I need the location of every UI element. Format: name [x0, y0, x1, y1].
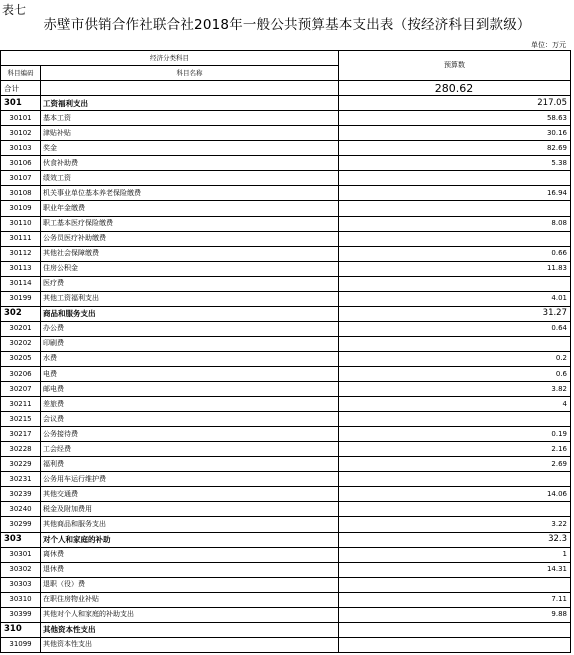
row-code: 30114	[1, 276, 41, 291]
table-row	[1, 442, 571, 457]
total-value: 280.62	[339, 81, 571, 96]
table-row	[1, 246, 571, 261]
row-name: 办公费	[41, 321, 339, 336]
row-code: 310	[1, 622, 41, 637]
row-value	[339, 622, 571, 637]
row-value: 4.01	[339, 291, 571, 306]
table-row	[1, 141, 571, 156]
row-value: 16.94	[339, 186, 571, 201]
row-name: 工资福利支出	[41, 96, 339, 111]
row-name: 绩效工资	[41, 171, 339, 186]
table-row	[1, 577, 571, 592]
total-name	[41, 81, 339, 96]
budget-table	[0, 50, 571, 653]
row-name: 在职住房物业补贴	[41, 592, 339, 607]
row-name: 退休费	[41, 562, 339, 577]
row-code: 30109	[1, 201, 41, 216]
row-value: 3.22	[339, 517, 571, 532]
row-name: 商品和服务支出	[41, 306, 339, 321]
row-code: 30303	[1, 577, 41, 592]
unit-label: 单位：万元	[531, 41, 566, 49]
row-code: 30239	[1, 487, 41, 502]
row-value: 58.63	[339, 111, 571, 126]
row-code: 302	[1, 306, 41, 321]
table-group-row	[1, 622, 571, 637]
table-row	[1, 517, 571, 532]
row-code: 30110	[1, 216, 41, 231]
row-value: 11.83	[339, 261, 571, 276]
table-row	[1, 592, 571, 607]
row-code: 30108	[1, 186, 41, 201]
row-name: 其他商品和服务支出	[41, 517, 339, 532]
table-tag: 表七	[2, 3, 27, 17]
row-code: 30301	[1, 547, 41, 562]
row-name: 工会经费	[41, 442, 339, 457]
header-econ-class: 经济分类科目	[1, 51, 339, 66]
row-code: 30103	[1, 141, 41, 156]
row-value: 0.19	[339, 427, 571, 442]
row-value: 9.88	[339, 607, 571, 622]
table-row	[1, 201, 571, 216]
row-code: 30302	[1, 562, 41, 577]
row-name: 奖金	[41, 141, 339, 156]
table-row	[1, 111, 571, 126]
row-name: 对个人和家庭的补助	[41, 532, 339, 547]
row-name: 印刷费	[41, 336, 339, 351]
row-value: 0.6	[339, 366, 571, 381]
row-code: 30205	[1, 351, 41, 366]
row-value: 7.11	[339, 592, 571, 607]
row-name: 其他对个人和家庭的补助支出	[41, 607, 339, 622]
row-name: 基本工资	[41, 111, 339, 126]
row-value	[339, 336, 571, 351]
table-row	[1, 457, 571, 472]
table-row	[1, 336, 571, 351]
table-row	[1, 547, 571, 562]
row-value: 8.08	[339, 216, 571, 231]
row-value: 5.38	[339, 156, 571, 171]
row-name: 机关事业单位基本养老保险缴费	[41, 186, 339, 201]
row-code: 30101	[1, 111, 41, 126]
row-value	[339, 577, 571, 592]
row-name: 住房公积金	[41, 261, 339, 276]
table-row	[1, 276, 571, 291]
row-value	[339, 472, 571, 487]
row-value: 14.31	[339, 562, 571, 577]
table-row	[1, 186, 571, 201]
table-row	[1, 472, 571, 487]
row-value: 0.64	[339, 321, 571, 336]
row-value: 0.2	[339, 351, 571, 366]
table-row	[1, 366, 571, 381]
row-code: 303	[1, 532, 41, 547]
row-value	[339, 276, 571, 291]
row-name: 公务用车运行维护费	[41, 472, 339, 487]
row-code: 30106	[1, 156, 41, 171]
row-code: 30107	[1, 171, 41, 186]
header-budget: 预算数	[339, 51, 571, 81]
row-name: 水费	[41, 351, 339, 366]
table-row	[1, 156, 571, 171]
table-row	[1, 502, 571, 517]
table-body	[1, 51, 571, 653]
row-value: 82.69	[339, 141, 571, 156]
row-value: 2.16	[339, 442, 571, 457]
table-group-row	[1, 306, 571, 321]
row-value: 32.3	[339, 532, 571, 547]
row-value: 14.06	[339, 487, 571, 502]
row-value: 0.66	[339, 246, 571, 261]
row-code: 30206	[1, 366, 41, 381]
table-row	[1, 412, 571, 427]
row-code: 30112	[1, 246, 41, 261]
row-name: 其他资本性支出	[41, 637, 339, 652]
table-group-row	[1, 532, 571, 547]
table-row	[1, 427, 571, 442]
row-code: 30111	[1, 231, 41, 246]
row-name: 其他社会保障缴费	[41, 246, 339, 261]
row-code: 30113	[1, 261, 41, 276]
table-row	[1, 487, 571, 502]
row-name: 差旅费	[41, 397, 339, 412]
row-name: 退职（役）费	[41, 577, 339, 592]
row-value: 3.82	[339, 382, 571, 397]
table-row	[1, 291, 571, 306]
table-row	[1, 261, 571, 276]
row-name: 职工基本医疗保险缴费	[41, 216, 339, 231]
table-row	[1, 321, 571, 336]
table-row	[1, 171, 571, 186]
row-name: 伙食补助费	[41, 156, 339, 171]
table-row	[1, 231, 571, 246]
table-row	[1, 382, 571, 397]
row-name: 邮电费	[41, 382, 339, 397]
table-row	[1, 607, 571, 622]
row-value: 2.69	[339, 457, 571, 472]
row-code: 30202	[1, 336, 41, 351]
row-value	[339, 412, 571, 427]
row-code: 30102	[1, 126, 41, 141]
row-name: 其他资本性支出	[41, 622, 339, 637]
row-name: 其他交通费	[41, 487, 339, 502]
row-code: 30240	[1, 502, 41, 517]
row-name: 医疗费	[41, 276, 339, 291]
table-row	[1, 637, 571, 652]
header-code: 科目编码	[1, 66, 41, 81]
table-row	[1, 351, 571, 366]
row-value	[339, 201, 571, 216]
row-name: 公务员医疗补助缴费	[41, 231, 339, 246]
table-row	[1, 216, 571, 231]
table-group-row	[1, 96, 571, 111]
row-value: 31.27	[339, 306, 571, 321]
row-value	[339, 231, 571, 246]
table-row	[1, 126, 571, 141]
row-name: 其他工资福利支出	[41, 291, 339, 306]
row-code: 30199	[1, 291, 41, 306]
table-row	[1, 562, 571, 577]
row-value	[339, 637, 571, 652]
row-name: 会议费	[41, 412, 339, 427]
row-value: 4	[339, 397, 571, 412]
row-name: 电费	[41, 366, 339, 381]
row-code: 30229	[1, 457, 41, 472]
row-code: 30215	[1, 412, 41, 427]
row-value: 30.16	[339, 126, 571, 141]
row-code: 30201	[1, 321, 41, 336]
row-name: 离休费	[41, 547, 339, 562]
row-code: 301	[1, 96, 41, 111]
page-title: 赤壁市供销合作社联合社2018年一般公共预算基本支出表（按经济科目到款级）	[43, 17, 531, 33]
row-code: 30399	[1, 607, 41, 622]
row-name: 福利费	[41, 457, 339, 472]
row-code: 30310	[1, 592, 41, 607]
row-name: 公务接待费	[41, 427, 339, 442]
table-row	[1, 397, 571, 412]
row-value: 1	[339, 547, 571, 562]
row-value: 217.05	[339, 96, 571, 111]
row-code: 30207	[1, 382, 41, 397]
row-code: 31099	[1, 637, 41, 652]
header-row-econ	[1, 51, 571, 66]
total-row	[1, 81, 571, 96]
row-code: 30231	[1, 472, 41, 487]
row-code: 30299	[1, 517, 41, 532]
row-name: 税金及附加费用	[41, 502, 339, 517]
header-name: 科目名称	[41, 66, 339, 81]
row-name: 津贴补贴	[41, 126, 339, 141]
row-code: 30211	[1, 397, 41, 412]
row-value	[339, 171, 571, 186]
row-value	[339, 502, 571, 517]
row-code: 30217	[1, 427, 41, 442]
row-code: 30228	[1, 442, 41, 457]
row-name: 职业年金缴费	[41, 201, 339, 216]
total-label: 合计	[1, 81, 41, 96]
